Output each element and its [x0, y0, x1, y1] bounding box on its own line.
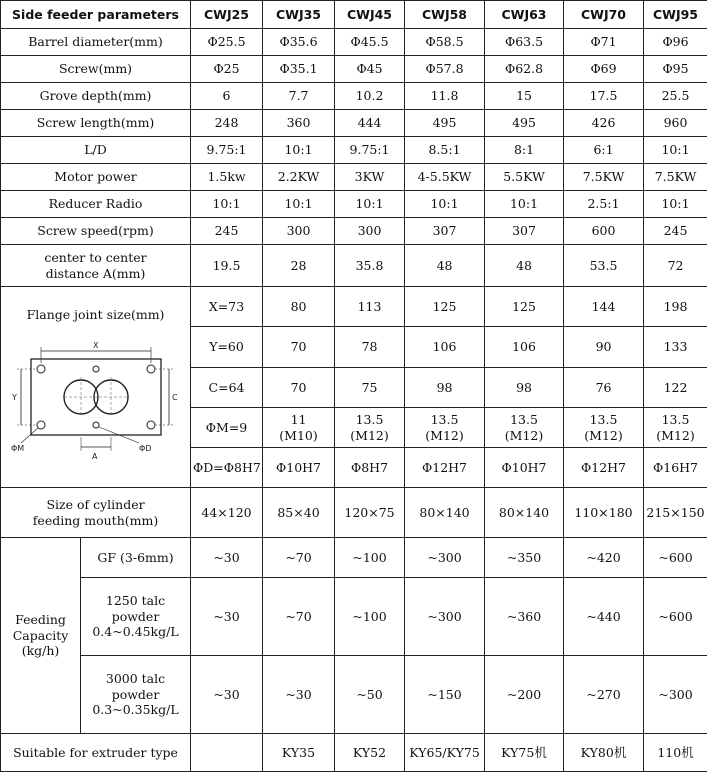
- cell-value: 248: [191, 110, 263, 137]
- cell-value: C=64: [191, 368, 263, 408]
- cell-value: KY52: [335, 734, 405, 772]
- cell-value: ~70: [263, 538, 335, 578]
- cell-value: 4-5.5KW: [405, 164, 485, 191]
- cell-value: 98: [485, 368, 564, 408]
- model-header: CWJ70: [564, 1, 644, 29]
- cell-value: 110×180: [564, 488, 644, 538]
- table-row: [1, 137, 707, 164]
- cell-value: 300: [335, 218, 405, 245]
- cell-value: 245: [191, 218, 263, 245]
- cell-value: 10:1: [263, 191, 335, 218]
- cell-value: 360: [263, 110, 335, 137]
- cell-value: KY80机: [564, 734, 644, 772]
- cell-value: 10:1: [485, 191, 564, 218]
- row-label: Screw speed(rpm): [1, 218, 191, 245]
- cell-value: ~600: [644, 538, 707, 578]
- cell-value: 10.2: [335, 83, 405, 110]
- capacity-sub-label: [81, 538, 191, 578]
- row-label: Screw(mm): [1, 56, 191, 83]
- cylinder-row: [1, 488, 707, 538]
- cell-value: 307: [405, 218, 485, 245]
- cell-value: Φ45.5: [335, 29, 405, 56]
- cell-value: ~100: [335, 538, 405, 578]
- cell-value: Φ96: [644, 29, 707, 56]
- cell-line: (M12): [566, 428, 641, 444]
- cell-value: 70: [263, 368, 335, 408]
- cell-value: 7.5KW: [564, 164, 644, 191]
- cell-value: 960: [644, 110, 707, 137]
- cell-value: Φ35.6: [263, 29, 335, 56]
- cell-value: 215×150: [644, 488, 707, 538]
- cell-value: 125: [405, 287, 485, 327]
- table-row: [1, 56, 707, 83]
- cell-value: 76: [564, 368, 644, 408]
- cell-value: Φ57.8: [405, 56, 485, 83]
- cell-value: 1.5kw: [191, 164, 263, 191]
- cell-value: 17.5: [564, 83, 644, 110]
- cell-value: 426: [564, 110, 644, 137]
- capacity-row-gf: [1, 538, 707, 578]
- cell-value: 10:1: [335, 191, 405, 218]
- cell-value: [485, 408, 564, 448]
- cell-value: ~440: [564, 578, 644, 656]
- row-label-line: Capacity: [3, 628, 78, 644]
- cell-value: ~300: [405, 578, 485, 656]
- cell-value: ~100: [335, 578, 405, 656]
- model-header: CWJ35: [263, 1, 335, 29]
- row-label: Reducer Radio: [1, 191, 191, 218]
- cell-line: 13.5: [566, 412, 641, 428]
- cell-value: 48: [485, 245, 564, 287]
- cell-value: Φ25.5: [191, 29, 263, 56]
- cell-value: Φ62.8: [485, 56, 564, 83]
- cell-line: (M12): [337, 428, 402, 444]
- cell-value: 120×75: [335, 488, 405, 538]
- cell-value: 53.5: [564, 245, 644, 287]
- cell-value: ~300: [405, 538, 485, 578]
- row-label-line: feeding mouth(mm): [3, 513, 188, 529]
- model-header: CWJ63: [485, 1, 564, 29]
- capacity-sub-label: [81, 656, 191, 734]
- flange-row-x: [1, 287, 707, 327]
- table-row: [1, 29, 707, 56]
- row-label: Screw length(mm): [1, 110, 191, 137]
- cell-value: 8:1: [485, 137, 564, 164]
- cell-value: 133: [644, 327, 707, 368]
- cell-value: [405, 408, 485, 448]
- cell-value: 85×40: [263, 488, 335, 538]
- cell-value: 98: [405, 368, 485, 408]
- capacity-row-3000: [1, 656, 707, 734]
- diagram-label-x: X: [93, 341, 99, 350]
- cell-value: 7.7: [263, 83, 335, 110]
- row-label: [1, 245, 191, 287]
- cell-value: ~200: [485, 656, 564, 734]
- cell-value: 15: [485, 83, 564, 110]
- row-label-line: (kg/h): [3, 643, 78, 659]
- flange-diagram-icon: [11, 329, 181, 469]
- cell-value: 106: [405, 327, 485, 368]
- cell-value: 245: [644, 218, 707, 245]
- cell-value: 9.75:1: [335, 137, 405, 164]
- table-row: [1, 110, 707, 137]
- cell-value: ~270: [564, 656, 644, 734]
- cell-value: Φ58.5: [405, 29, 485, 56]
- cell-value: 72: [644, 245, 707, 287]
- table-row: [1, 83, 707, 110]
- cell-value: KY65/KY75: [405, 734, 485, 772]
- cell-value: [191, 734, 263, 772]
- cell-value: [644, 408, 707, 448]
- cell-value: [564, 408, 644, 448]
- row-label-line: Size of cylinder: [3, 497, 188, 513]
- cell-value: Φ12H7: [564, 448, 644, 488]
- table-row: [1, 191, 707, 218]
- diagram-label-c: C: [172, 393, 178, 402]
- cell-line: ΦM=9: [193, 420, 260, 436]
- cell-value: 7.5KW: [644, 164, 707, 191]
- cell-value: 6:1: [564, 137, 644, 164]
- cell-value: [263, 408, 335, 448]
- cell-value: ~350: [485, 538, 564, 578]
- cell-value: 144: [564, 287, 644, 327]
- cell-value: Φ69: [564, 56, 644, 83]
- row-label: Grove depth(mm): [1, 83, 191, 110]
- flange-title: Flange joint size(mm): [3, 305, 188, 323]
- cell-value: ~600: [644, 578, 707, 656]
- model-header: CWJ45: [335, 1, 405, 29]
- cell-line: 13.5: [337, 412, 402, 428]
- cell-value: KY75机: [485, 734, 564, 772]
- cell-value: ~300: [644, 656, 707, 734]
- cell-value: Φ63.5: [485, 29, 564, 56]
- cell-value: 78: [335, 327, 405, 368]
- cell-value: 444: [335, 110, 405, 137]
- cell-value: 11.8: [405, 83, 485, 110]
- cell-value: 113: [335, 287, 405, 327]
- diagram-label-y: Y: [11, 393, 17, 402]
- cell-line: 11: [265, 412, 332, 428]
- cell-value: KY35: [263, 734, 335, 772]
- cell-value: 10:1: [644, 191, 707, 218]
- cell-value: 8.5:1: [405, 137, 485, 164]
- cell-line: (M12): [487, 428, 561, 444]
- cell-value: Φ10H7: [485, 448, 564, 488]
- cell-value: [335, 408, 405, 448]
- cell-value: 198: [644, 287, 707, 327]
- model-header: CWJ25: [191, 1, 263, 29]
- row-label-line: 3000 talc: [83, 671, 188, 687]
- cell-value: ~50: [335, 656, 405, 734]
- cell-value: 6: [191, 83, 263, 110]
- cell-value: 495: [485, 110, 564, 137]
- row-label-line: 1250 talc: [83, 593, 188, 609]
- cell-value: Φ16H7: [644, 448, 707, 488]
- cell-value: 125: [485, 287, 564, 327]
- row-label-line: 0.3~0.35kg/L: [83, 702, 188, 718]
- cell-value: 19.5: [191, 245, 263, 287]
- table-title: Side feeder parameters: [1, 1, 191, 29]
- capacity-label: [1, 538, 81, 734]
- model-header: CWJ58: [405, 1, 485, 29]
- cell-line: (M10): [265, 428, 332, 444]
- cell-value: Y=60: [191, 327, 263, 368]
- row-label-line: distance A(mm): [3, 266, 188, 282]
- cell-value: 25.5: [644, 83, 707, 110]
- cell-value: ~30: [191, 538, 263, 578]
- row-label: Barrel diameter(mm): [1, 29, 191, 56]
- cell-value: ~420: [564, 538, 644, 578]
- cell-value: 10:1: [644, 137, 707, 164]
- table-row: [1, 245, 707, 287]
- cell-value: X=73: [191, 287, 263, 327]
- cell-value: 10:1: [263, 137, 335, 164]
- model-header: CWJ95: [644, 1, 707, 29]
- cell-value: ~150: [405, 656, 485, 734]
- cell-value: ~30: [263, 656, 335, 734]
- cell-value: 10:1: [191, 191, 263, 218]
- row-label-line: center to center: [3, 250, 188, 266]
- cell-value: Φ71: [564, 29, 644, 56]
- cell-line: 13.5: [407, 412, 482, 428]
- cell-value: 80×140: [405, 488, 485, 538]
- cell-value: 5.5KW: [485, 164, 564, 191]
- cell-value: Φ25: [191, 56, 263, 83]
- cell-value: 122: [644, 368, 707, 408]
- row-label: L/D: [1, 137, 191, 164]
- row-label-line: powder: [83, 687, 188, 703]
- cell-value: Φ12H7: [405, 448, 485, 488]
- cell-value: 300: [263, 218, 335, 245]
- cell-value: 10:1: [405, 191, 485, 218]
- row-label-line: powder: [83, 609, 188, 625]
- row-label-line: GF (3-6mm): [83, 550, 188, 566]
- cell-value: Φ10H7: [263, 448, 335, 488]
- cell-value: 110机: [644, 734, 707, 772]
- row-label-line: Feeding: [3, 612, 78, 628]
- suitable-row: [1, 734, 707, 772]
- cell-value: 307: [485, 218, 564, 245]
- row-label: [1, 488, 191, 538]
- diagram-label-m: ΦM: [11, 444, 24, 453]
- cell-line: (M12): [407, 428, 482, 444]
- cell-value: ~360: [485, 578, 564, 656]
- cell-value: 600: [564, 218, 644, 245]
- cell-value: 495: [405, 110, 485, 137]
- table-row: [1, 218, 707, 245]
- cell-value: 2.2KW: [263, 164, 335, 191]
- cell-value: 9.75:1: [191, 137, 263, 164]
- cell-value: 3KW: [335, 164, 405, 191]
- cell-value: ~30: [191, 578, 263, 656]
- cell-value: 80: [263, 287, 335, 327]
- cell-value: 75: [335, 368, 405, 408]
- cell-value: Φ35.1: [263, 56, 335, 83]
- capacity-sub-label: [81, 578, 191, 656]
- cell-value: 48: [405, 245, 485, 287]
- capacity-row-1250: [1, 578, 707, 656]
- cell-value: 28: [263, 245, 335, 287]
- cell-value: 80×140: [485, 488, 564, 538]
- cell-line: 13.5: [646, 412, 705, 428]
- cell-value: 70: [263, 327, 335, 368]
- cell-value: 106: [485, 327, 564, 368]
- cell-value: 2.5:1: [564, 191, 644, 218]
- row-label: Motor power: [1, 164, 191, 191]
- cell-value: ~30: [191, 656, 263, 734]
- cell-value: Φ8H7: [335, 448, 405, 488]
- diagram-label-a: A: [92, 452, 98, 461]
- cell-line: 13.5: [487, 412, 561, 428]
- table-row: [1, 164, 707, 191]
- row-label-line: 0.4~0.45kg/L: [83, 624, 188, 640]
- cell-value: Φ45: [335, 56, 405, 83]
- cell-line: (M12): [646, 428, 705, 444]
- cell-value: Φ95: [644, 56, 707, 83]
- cell-value: ~70: [263, 578, 335, 656]
- cell-value: ΦD=Φ8H7: [191, 448, 263, 488]
- row-label: Suitable for extruder type: [1, 734, 191, 772]
- flange-label-cell: [1, 287, 191, 488]
- cell-value: [191, 408, 263, 448]
- cell-value: 35.8: [335, 245, 405, 287]
- cell-value: 44×120: [191, 488, 263, 538]
- header-row: [1, 1, 707, 29]
- cell-value: 90: [564, 327, 644, 368]
- diagram-label-d: ΦD: [139, 444, 151, 453]
